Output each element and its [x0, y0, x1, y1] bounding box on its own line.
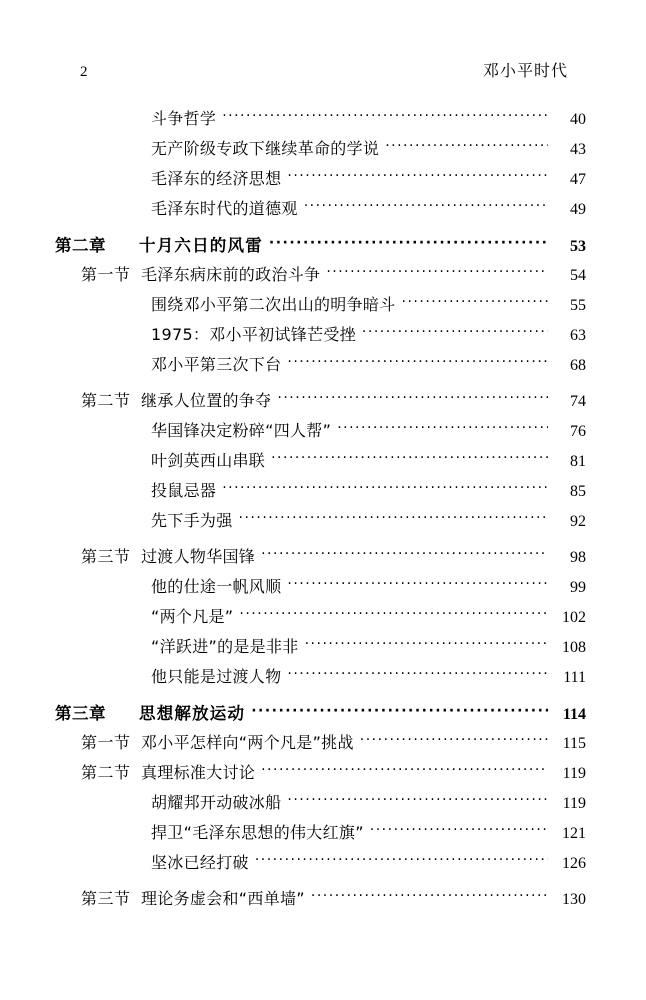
toc-entry-label: 第二节	[81, 391, 131, 410]
toc-entry-title: 无产阶级专政下继续革命的学说	[151, 139, 380, 158]
toc-entry-item[interactable]	[55, 168, 586, 198]
toc-entry-title: 斗争哲学	[151, 109, 217, 128]
toc-entry-page: 111	[563, 669, 586, 686]
toc-entry-title: “洋跃进”的是是非非	[151, 637, 299, 656]
toc-entry-page: 85	[570, 483, 586, 500]
toc-leader-dots	[287, 792, 548, 808]
toc-entry-page: 114	[562, 705, 586, 723]
toc-leader-dots	[287, 666, 548, 682]
toc-entry-page: 108	[562, 639, 586, 656]
toc-entry-item[interactable]	[55, 666, 586, 696]
toc-entry-page: 115	[562, 735, 586, 752]
toc-entry-page: 53	[570, 237, 586, 255]
toc-entry-title: 他的仕途一帆风顺	[151, 577, 282, 596]
toc-leader-dots	[305, 636, 548, 652]
toc-leader-dots	[362, 324, 548, 340]
page-number: 2	[80, 64, 88, 80]
toc-leader-dots	[277, 390, 548, 406]
toc-entry-title: 过渡人物华国锋	[141, 547, 256, 566]
toc-entry-title: 毛泽东病床前的政治斗争	[141, 265, 321, 284]
toc-leader-dots	[311, 888, 548, 904]
toc-entry-title: 他只能是过渡人物	[151, 667, 282, 686]
toc-entry-page: 119	[562, 795, 586, 812]
toc-entry-page: 98	[570, 549, 586, 566]
toc-entry-title: 先下手为强	[151, 511, 233, 530]
toc-leader-dots	[271, 450, 548, 466]
toc-entry-title: 捍卫“毛泽东思想的伟大红旗”	[151, 823, 364, 842]
toc-entry-item[interactable]	[55, 324, 586, 354]
toc-entry-section[interactable]	[55, 264, 586, 294]
toc-leader-dots	[222, 108, 548, 124]
book-title: 邓小平时代	[482, 61, 568, 80]
toc-leader-dots	[255, 852, 548, 868]
toc-entry-item[interactable]	[55, 450, 586, 480]
toc-entry-chapter[interactable]	[55, 702, 586, 732]
toc-entry-title: 叶剑英西山串联	[151, 451, 266, 470]
toc-leader-dots	[269, 234, 548, 251]
toc-leader-dots	[385, 138, 548, 154]
toc-entry-chapter[interactable]	[55, 234, 586, 264]
toc-entry-title: 围绕邓小平第二次出山的明争暗斗	[151, 295, 396, 314]
toc-leader-dots	[326, 264, 548, 280]
toc-entry-page: 40	[570, 111, 586, 128]
toc-entry-page: 55	[570, 297, 586, 314]
toc-entry-label: 第三节	[81, 889, 131, 908]
toc-leader-dots	[370, 822, 548, 838]
toc-leader-dots	[287, 576, 548, 592]
toc-leader-dots	[222, 480, 548, 496]
toc-entry-item[interactable]	[55, 198, 586, 228]
toc-leader-dots	[402, 294, 548, 310]
table-of-contents	[55, 108, 586, 918]
toc-entry-page: 102	[562, 609, 586, 626]
toc-entry-title: “两个凡是”	[151, 607, 234, 626]
toc-entry-page: 121	[562, 825, 586, 842]
toc-entry-label: 第三章	[55, 703, 106, 723]
toc-entry-section[interactable]	[55, 732, 586, 762]
toc-entry-title: 思想解放运动	[139, 703, 246, 723]
toc-entry-title: 坚冰已经打破	[151, 853, 249, 872]
toc-entry-page: 76	[570, 423, 586, 440]
toc-entry-title: 真理标准大讨论	[141, 763, 256, 782]
toc-entry-page: 74	[570, 393, 586, 410]
toc-leader-dots	[287, 354, 548, 370]
toc-entry-page: 126	[562, 855, 586, 872]
toc-entry-page: 68	[570, 357, 586, 374]
toc-entry-item[interactable]	[55, 852, 586, 882]
toc-entry-section[interactable]	[55, 888, 586, 918]
toc-entry-page: 47	[570, 171, 586, 188]
toc-entry-section[interactable]	[55, 390, 586, 420]
toc-entry-page: 63	[570, 327, 586, 344]
toc-entry-item[interactable]	[55, 636, 586, 666]
toc-entry-item[interactable]	[55, 792, 586, 822]
toc-entry-label: 第二节	[81, 763, 131, 782]
toc-entry-page: 54	[570, 267, 586, 284]
toc-entry-title: 毛泽东时代的道德观	[151, 199, 298, 218]
toc-entry-page: 49	[570, 201, 586, 218]
toc-leader-dots	[304, 198, 548, 214]
toc-entry-label: 第一节	[81, 265, 131, 284]
toc-entry-label: 第一节	[81, 733, 131, 752]
toc-entry-page: 130	[562, 891, 586, 908]
toc-entry-item[interactable]	[55, 510, 586, 540]
toc-entry-page: 92	[570, 513, 586, 530]
toc-entry-title: 毛泽东的经济思想	[151, 169, 282, 188]
toc-entry-item[interactable]	[55, 576, 586, 606]
toc-entry-label: 第二章	[55, 235, 106, 255]
toc-leader-dots	[261, 762, 548, 778]
toc-leader-dots	[287, 168, 548, 184]
toc-entry-title: 1975：邓小平初试锋芒受挫	[151, 325, 356, 344]
toc-entry-page: 43	[570, 141, 586, 158]
toc-entry-page: 81	[570, 453, 586, 470]
toc-entry-item[interactable]	[55, 480, 586, 510]
toc-entry-section[interactable]	[55, 762, 586, 792]
toc-entry-section[interactable]	[55, 546, 586, 576]
toc-leader-dots	[261, 546, 548, 562]
toc-entry-item[interactable]	[55, 108, 586, 138]
toc-entry-title: 邓小平第三次下台	[151, 355, 282, 374]
toc-leader-dots	[360, 732, 548, 748]
toc-entry-title: 十月六日的风雷	[139, 235, 263, 255]
toc-entry-title: 理论务虚会和“西单墙”	[141, 889, 305, 908]
toc-entry-page: 119	[562, 765, 586, 782]
toc-leader-dots	[337, 420, 548, 436]
toc-entry-item[interactable]	[55, 420, 586, 450]
toc-entry-item[interactable]	[55, 294, 586, 324]
toc-leader-dots	[251, 702, 548, 719]
toc-entry-item[interactable]	[55, 138, 586, 168]
toc-entry-title: 华国锋决定粉碎“四人帮”	[151, 421, 332, 440]
toc-entry-label: 第三节	[81, 547, 131, 566]
toc-leader-dots	[239, 510, 548, 526]
toc-leader-dots	[239, 606, 548, 622]
toc-entry-item[interactable]	[55, 822, 586, 852]
toc-entry-title: 继承人位置的争夺	[141, 391, 272, 410]
toc-entry-title: 邓小平怎样向“两个凡是”挑战	[141, 733, 354, 752]
toc-entry-title: 投鼠忌器	[151, 481, 217, 500]
page-header	[80, 58, 568, 81]
toc-entry-page: 99	[570, 579, 586, 596]
toc-entry-item[interactable]	[55, 354, 586, 384]
toc-entry-item[interactable]	[55, 606, 586, 636]
toc-entry-title: 胡耀邦开动破冰船	[151, 793, 282, 812]
